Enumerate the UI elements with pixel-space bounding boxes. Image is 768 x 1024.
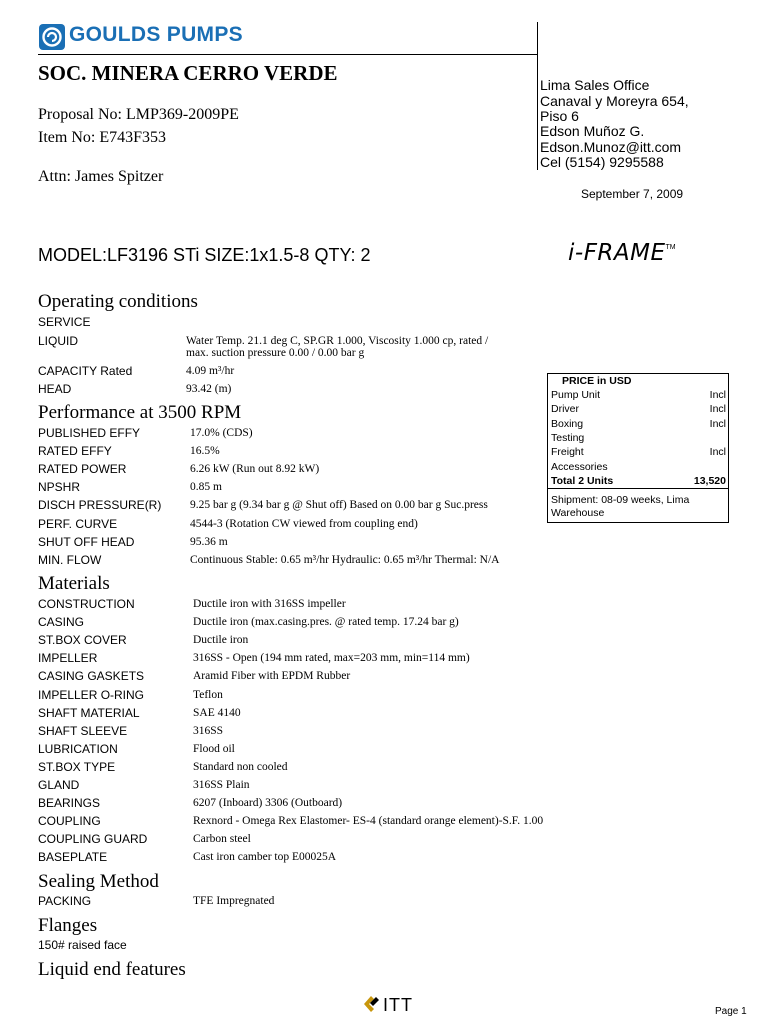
packing-label: PACKING: [38, 894, 92, 908]
performance-row-value: 95.36 m: [190, 535, 228, 548]
goulds-swirl-icon: [38, 23, 66, 51]
liquid-label: LIQUID: [38, 334, 79, 348]
service-label: SERVICE: [38, 315, 91, 329]
section-materials: Materials: [38, 573, 110, 594]
performance-row-label: SHUT OFF HEAD: [38, 534, 135, 549]
capacity-label: CAPACITY Rated: [38, 364, 133, 378]
price-total-value: 13,520: [693, 475, 726, 487]
price-item-value: Incl: [709, 446, 726, 459]
header-vertical-rule: [537, 22, 538, 170]
price-item-value: Incl: [709, 403, 726, 416]
price-row: [551, 432, 726, 446]
itt-text: ITT: [383, 995, 413, 1015]
materials-row-value: Ductile iron (max.casing.pres. @ rated temp. 17.24 bar g): [193, 616, 459, 629]
performance-row-label: NPSHR: [38, 480, 81, 495]
materials-row-value: Standard non cooled: [193, 760, 288, 773]
materials-row-label: BEARINGS: [38, 796, 101, 811]
materials-row-label: SHAFT MATERIAL: [38, 705, 140, 720]
office-line-5: Edson.Munoz@itt.com: [540, 139, 682, 155]
materials-row-value: 6207 (Inboard) 3306 (Outboard): [193, 797, 343, 810]
proposal-number: Proposal No: LMP369-2009PE: [38, 106, 239, 123]
price-row: [551, 403, 726, 417]
materials-row-value: Flood oil: [193, 742, 235, 755]
performance-row-value: 16.5%: [190, 445, 220, 458]
price-row: [551, 446, 726, 460]
materials-row-label: CASING: [38, 615, 85, 630]
capacity-value: 4.09 m³/hr: [186, 365, 235, 377]
materials-row-value: 316SS Plain: [193, 779, 250, 791]
materials-row-value: Teflon: [193, 688, 223, 701]
item-number: Item No: E743F353: [38, 129, 166, 146]
customer-name: SOC. MINERA CERRO VERDE: [38, 61, 338, 85]
materials-row-label: ST.BOX COVER: [38, 633, 127, 648]
model-line: MODEL:LF3196 STi SIZE:1x1.5-8 QTY: 2: [38, 245, 371, 265]
price-item-name: Pump Unit: [551, 389, 601, 401]
materials-row-label: IMPELLER: [38, 651, 98, 666]
office-line-3: Piso 6: [540, 108, 579, 124]
materials-row-label: CONSTRUCTION: [38, 597, 135, 611]
document-date: September 7, 2009: [581, 187, 684, 201]
itt-mark-icon: [361, 992, 381, 1014]
materials-row-value: Aramid Fiber with EPDM Rubber: [193, 670, 351, 683]
materials-row-label: COUPLING GUARD: [38, 832, 148, 847]
section-operating-conditions: Operating conditions: [38, 291, 198, 312]
price-total-label: Total 2 Units: [551, 475, 614, 487]
packing-value: TFE Impregnated: [193, 895, 275, 907]
materials-row-label: IMPELLER O-RING: [38, 687, 145, 702]
performance-row-label: PERF. CURVE: [38, 516, 118, 531]
performance-row-label: PUBLISHED EFFY: [38, 426, 141, 440]
price-item-value: Incl: [709, 389, 726, 401]
office-line-1: Lima Sales Office: [540, 77, 650, 93]
price-item-name: Accessories: [551, 460, 608, 473]
materials-row-label: SHAFT SLEEVE: [38, 723, 128, 738]
materials-row-label: GLAND: [38, 778, 80, 792]
logo-text: GOULDS PUMPS: [69, 23, 243, 46]
materials-row-value: Cast iron camber top E00025A: [193, 851, 337, 864]
price-row: [551, 461, 726, 475]
iframe-tm: TM: [665, 244, 676, 251]
price-row: [551, 418, 726, 432]
performance-row-value: 0.85 m: [190, 481, 222, 494]
performance-row-label: RATED EFFY: [38, 444, 112, 459]
iframe-logo: [568, 240, 676, 266]
flanges-value: 150# raised face: [38, 938, 127, 952]
section-flanges: Flanges: [38, 915, 98, 936]
materials-row-label: COUPLING: [38, 814, 101, 829]
performance-row-value: 6.26 kW (Run out 8.92 kW): [190, 463, 320, 476]
shipment-note: Shipment: 08-09 weeks, Lima Warehouse: [551, 494, 690, 519]
section-liquid-end-features: Liquid end features: [38, 959, 186, 980]
performance-row-label: DISCH PRESSURE(R): [38, 498, 162, 513]
office-line-2: Canaval y Moreyra 654,: [540, 93, 689, 109]
head-value: 93.42 (m): [186, 383, 232, 395]
price-title: PRICE in USD: [562, 375, 632, 387]
materials-row-value: Ductile iron: [193, 634, 249, 647]
price-item-name: Freight: [551, 446, 584, 459]
attention-line: Attn: James Spitzer: [38, 168, 164, 185]
performance-row-value: 17.0% (CDS): [190, 427, 253, 439]
materials-row-value: 316SS: [193, 724, 224, 737]
office-line-4: Edson Muñoz G.: [540, 123, 645, 139]
section-sealing-method: Sealing Method: [38, 871, 159, 892]
price-item-value: Incl: [709, 417, 726, 430]
price-item-name: Boxing: [551, 417, 584, 430]
materials-row-label: CASING GASKETS: [38, 669, 145, 684]
materials-row-label: LUBRICATION: [38, 741, 118, 756]
liquid-value-line-2: max. suction pressure 0.00 / 0.00 bar g: [186, 347, 365, 359]
office-line-6: Cel (5154) 9295588: [540, 154, 664, 170]
price-item-name: Testing: [551, 431, 585, 444]
materials-row-label: BASEPLATE: [38, 850, 108, 865]
price-item-name: Driver: [551, 403, 579, 416]
performance-row-value: 9.25 bar g (9.34 bar g @ Shut off) Based on 0.00 bar g Suc.press: [190, 499, 488, 512]
header-rule: [38, 54, 538, 55]
iframe-text: i-FRAME: [568, 240, 666, 266]
performance-row-label: RATED POWER: [38, 462, 127, 477]
performance-row-label: MIN. FLOW: [38, 552, 102, 567]
performance-row-value: Continuous Stable: 0.65 m³/hr Hydraulic: 0.65 m³/hr Thermal: N/A: [190, 553, 500, 566]
liquid-value-line-1: Water Temp. 21.1 deg C, SP.GR 1.000, Viscosity 1.000 cp, rated /: [186, 335, 489, 347]
performance-row-value: 4544-3 (Rotation CW viewed from coupling end): [190, 517, 418, 530]
materials-row-value: 316SS - Open (194 mm rated, max=203 mm, min=114 mm): [193, 652, 470, 665]
materials-row-value: Rexnord - Omega Rex Elastomer- ES-4 (standard orange element)-S.F. 1.00: [193, 815, 544, 828]
materials-row-value: SAE 4140: [193, 706, 241, 719]
materials-row-label: ST.BOX TYPE: [38, 759, 116, 774]
price-total-row: [551, 475, 726, 489]
page-number: Page 1: [715, 1006, 747, 1017]
head-label: HEAD: [38, 382, 72, 396]
section-performance: Performance at 3500 RPM: [38, 402, 242, 423]
price-row: [551, 389, 726, 403]
materials-row-value: Ductile iron with 316SS impeller: [193, 598, 346, 610]
materials-row-value: Carbon steel: [193, 833, 251, 846]
